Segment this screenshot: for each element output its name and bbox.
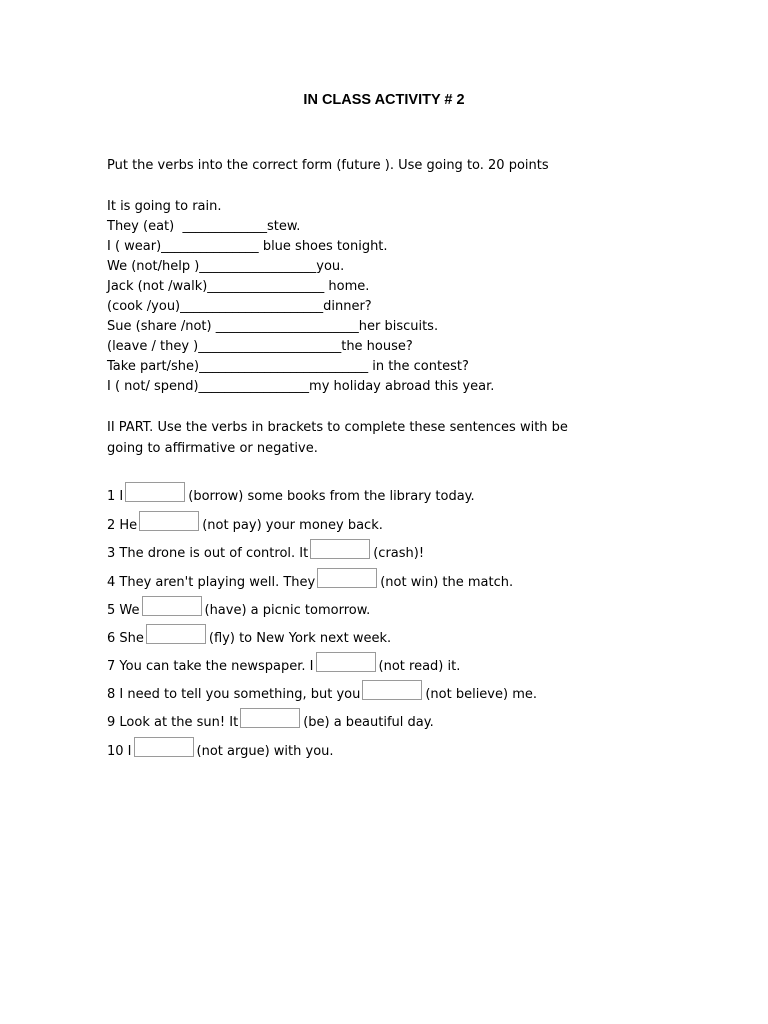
exercise-item <box>107 712 434 732</box>
exercise-suffix: (be) a beautiful day. <box>303 715 434 730</box>
exercise-item <box>107 656 460 676</box>
exercise-prefix: 3 The drone is out of control. It <box>107 546 309 561</box>
part1-sentence-7: (leave / they )______________________the house? <box>107 339 413 354</box>
exercise-item <box>107 684 537 704</box>
exercise-prefix: 1 I <box>107 489 124 504</box>
exercise-suffix: (borrow) some books from the library today. <box>188 489 475 504</box>
part1-sentence-0: It is going to rain. <box>107 199 222 214</box>
exercise-item <box>107 741 334 761</box>
exercise-prefix: 7 You can take the newspaper. I <box>107 659 314 674</box>
exercise-suffix: (not believe) me. <box>425 687 537 702</box>
exercise-prefix: 5 We <box>107 603 140 618</box>
exercise-suffix: (not argue) with you. <box>196 744 334 759</box>
answer-box[interactable] <box>125 482 185 502</box>
part1-sentence-6: Sue (share /not) ______________________her biscuits. <box>107 319 439 334</box>
page-title: IN CLASS ACTIVITY # 2 <box>303 92 465 108</box>
exercise-item <box>107 572 513 592</box>
answer-box[interactable] <box>362 680 422 700</box>
part1-sentence-2: I ( wear)_______________ blue shoes tonight. <box>107 239 388 254</box>
answer-box[interactable] <box>310 539 370 559</box>
exercise-item <box>107 543 424 563</box>
exercise-suffix: (not read) it. <box>378 659 461 674</box>
exercise-item <box>107 628 391 648</box>
exercise-suffix: (not win) the match. <box>380 575 514 590</box>
part1-sentence-5: (cook /you)______________________dinner? <box>107 299 372 314</box>
instructions: Put the verbs into the correct form (future ). Use going to. 20 points <box>107 158 549 173</box>
part1-sentence-1: They (eat) _____________stew. <box>107 219 301 234</box>
answer-box[interactable] <box>317 568 377 588</box>
answer-box[interactable] <box>139 511 199 531</box>
part1-sentence-3: We (not/help )__________________you. <box>107 259 345 274</box>
exercise-prefix: 8 I need to tell you something, but you <box>107 687 361 702</box>
part1-sentence-9: I ( not/ spend)_________________my holiday abroad this year. <box>107 379 495 394</box>
answer-box[interactable] <box>316 652 376 672</box>
exercise-prefix: 9 Look at the sun! It <box>107 715 239 730</box>
exercise-prefix: 4 They aren't playing well. They <box>107 575 316 590</box>
exercise-prefix: 2 He <box>107 518 138 533</box>
exercise-suffix: (not pay) your money back. <box>202 518 383 533</box>
exercise-prefix: 10 I <box>107 744 132 759</box>
answer-box[interactable] <box>134 737 194 757</box>
part2-instructions: II PART. Use the verbs in brackets to complete these sentences with be going to affirmative or negative. <box>107 420 568 456</box>
exercise-item <box>107 600 370 620</box>
answer-box[interactable] <box>146 624 206 644</box>
exercise-suffix: (crash)! <box>373 546 425 561</box>
answer-box[interactable] <box>142 596 202 616</box>
exercise-suffix: (have) a picnic tomorrow. <box>204 603 371 618</box>
answer-box[interactable] <box>240 708 300 728</box>
exercise-item <box>107 486 475 506</box>
exercise-item <box>107 515 383 535</box>
part1-sentence-4: Jack (not /walk)__________________ home. <box>107 279 370 294</box>
part1-sentence-8: Take part/she)__________________________ in the contest? <box>107 359 469 374</box>
exercise-prefix: 6 She <box>107 631 144 646</box>
exercise-suffix: (fly) to New York next week. <box>208 631 392 646</box>
